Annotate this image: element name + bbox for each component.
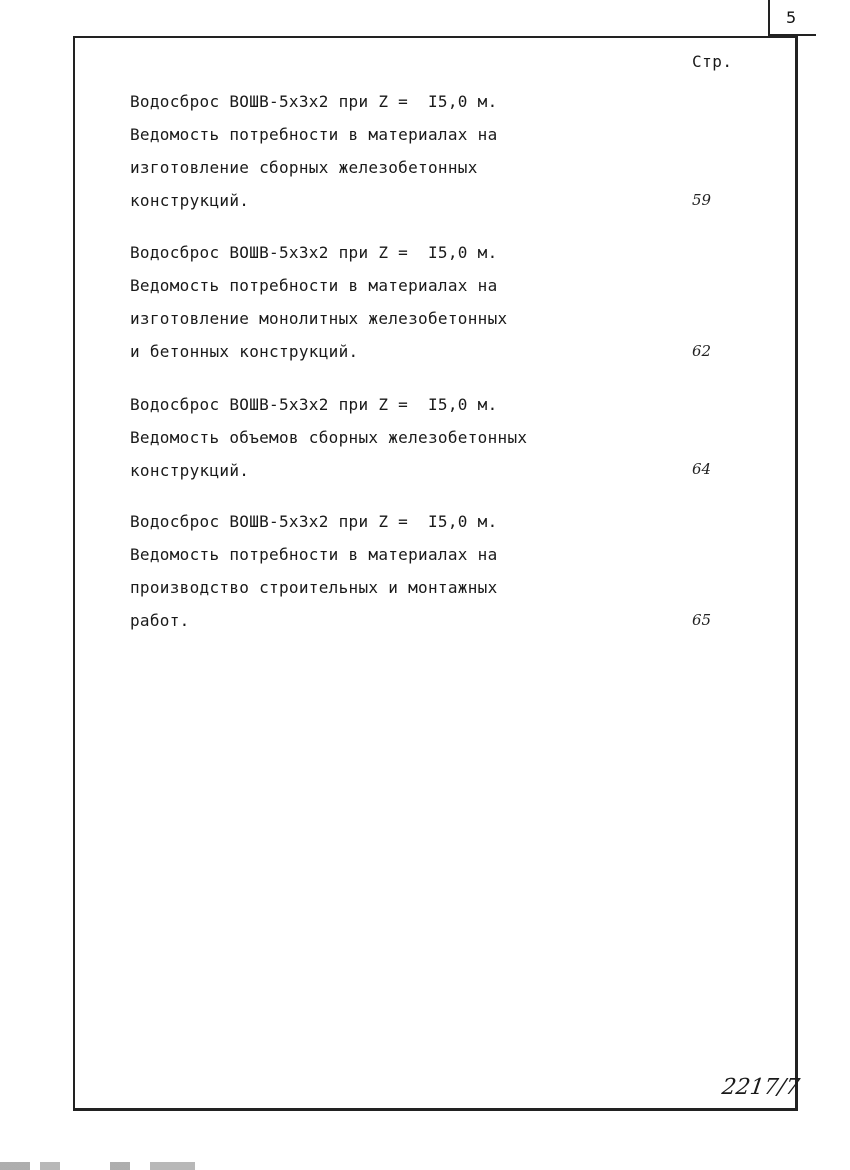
page-column-header: Стр.	[692, 52, 733, 71]
entry-text-line: изготовление монолитных железобетонных	[130, 309, 508, 328]
entry-page-number: 65	[692, 611, 712, 629]
entry-text-line: работ.	[130, 611, 190, 630]
entry-page-number: 62	[692, 342, 712, 360]
handwritten-document-number: 2217/7	[720, 1075, 802, 1100]
entry-title-line: Водосброс ВОШВ-5х3х2 при Z = I5,0 м.	[130, 512, 498, 531]
entry-text-line: и бетонных конструкций.	[130, 342, 359, 361]
page-number-box	[768, 0, 816, 36]
entry-text-line: изготовление сборных железобетонных	[130, 158, 478, 177]
entry-text-line: конструкций.	[130, 461, 250, 480]
page-number: 5	[786, 8, 797, 27]
entry-text-line: Ведомость объемов сборных железобетонных	[130, 428, 528, 447]
entry-text-line: конструкций.	[130, 191, 250, 210]
entry-title-line: Водосброс ВОШВ-5х3х2 при Z = I5,0 м.	[130, 243, 498, 262]
toc-entry	[130, 388, 730, 487]
toc-entry	[130, 85, 730, 217]
entry-title-line: Водосброс ВОШВ-5х3х2 при Z = I5,0 м.	[130, 92, 498, 111]
entry-title-line: Водосброс ВОШВ-5х3х2 при Z = I5,0 м.	[130, 395, 498, 414]
entry-text-line: производство строительных и монтажных	[130, 578, 498, 597]
entry-page-number: 59	[692, 191, 712, 209]
entry-text-line: Ведомость потребности в материалах на	[130, 276, 498, 295]
entry-text-line: Ведомость потребности в материалах на	[130, 125, 498, 144]
toc-entry	[130, 236, 730, 368]
entry-page-number: 64	[692, 460, 712, 478]
entry-text-line: Ведомость потребности в материалах на	[130, 545, 498, 564]
toc-entry	[130, 505, 730, 637]
bottom-edge-artifact	[0, 1162, 200, 1170]
